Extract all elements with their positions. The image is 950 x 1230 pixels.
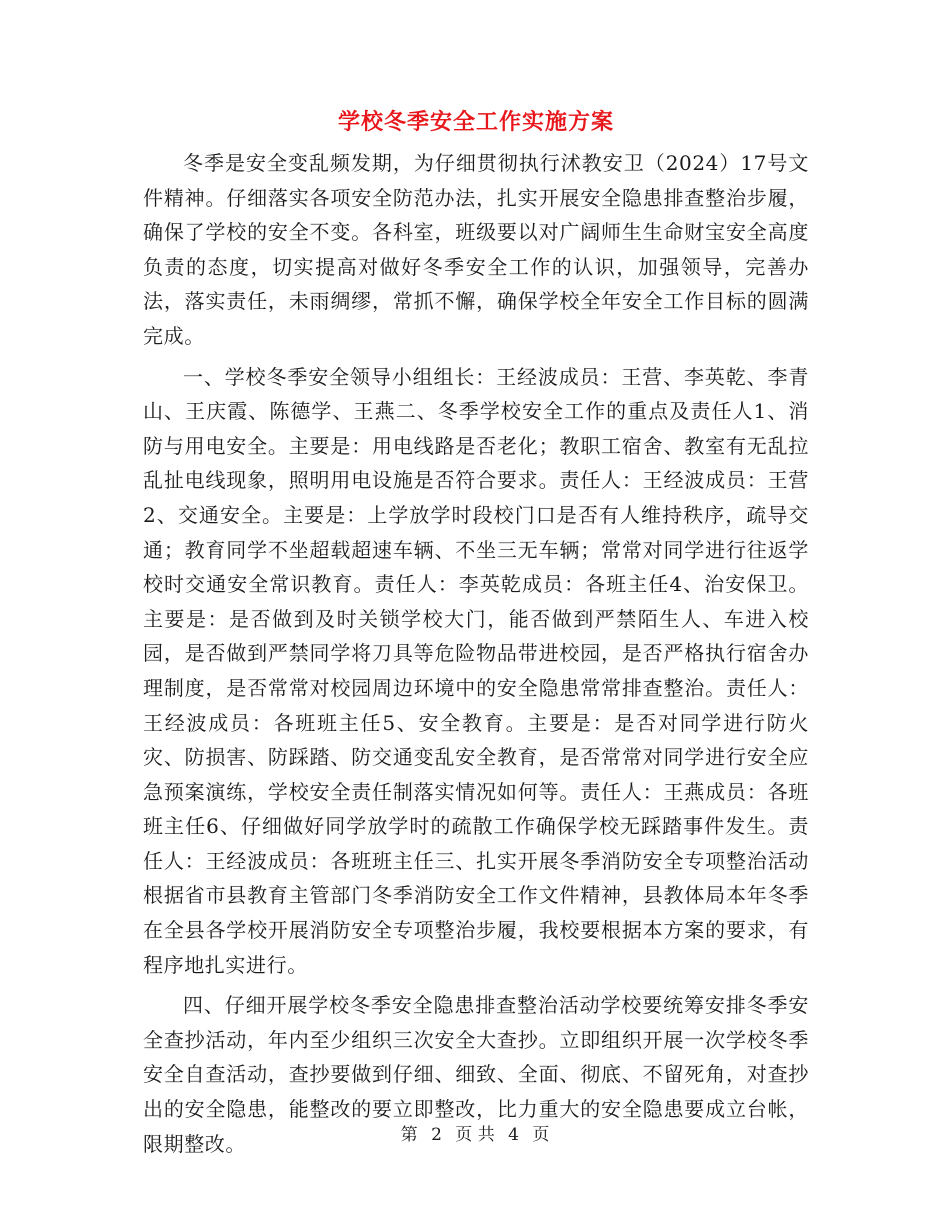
footer-current-page: 2 bbox=[431, 1125, 442, 1145]
paragraph-section-4: 四、仔细开展学校冬季安全隐患排查整治活动学校要统筹安排冬季安全查抄活动，年内至少组织三次安全大查抄。立即组织开展一次学校冬季安全自查活动，查抄要做到仔细、细致、全面、彻底、不留死角，对查抄出的安全隐患，能整改的要立即整改，比力重大的安全隐患要成立台帐，限期整改。 bbox=[143, 993, 809, 1156]
footer-total-pages: 4 bbox=[508, 1125, 519, 1145]
document-page bbox=[143, 104, 809, 1167]
paragraph-intro: 冬季是安全变乱频发期，为仔细贯彻执行沭教安卫（2024）17号文件精神。仔细落实各项安全防范办法，扎实开展安全隐患排查整治步履，确保了学校的安全不变。各科室，班级要以对广阔师生生命财宝安全高度负责的态度，切实提高对做好冬季安全工作的认识，加强领导，完善办法，落实责任，未雨绸缪，常抓不懈，确保学校全年安全工作目标的圆满完成。 bbox=[143, 151, 809, 348]
page-footer bbox=[0, 1120, 950, 1150]
footer-suffix: 页 bbox=[532, 1125, 550, 1145]
footer-prefix: 第 bbox=[400, 1125, 418, 1145]
document-title: 学校冬季安全工作实施方案 bbox=[337, 109, 614, 135]
paragraph-sections-1-3: 一、学校冬季安全领导小组组长：王经波成员：王营、李英乾、李青山、王庆霞、陈德学、王燕二、冬季学校安全工作的重点及责任人1、消防与用电安全。主要是：用电线路是否老化；教职工宿舍、教室有无乱拉乱扯电线现象，照明用电设施是否符合要求。责任人：王经波成员：王营2、交通安全。主要是：上学放学时段校门口是否有人维持秩序，疏导交通；教育同学不坐超载超速车辆、不坐三无车辆；常常对同学进行往返学校时交通安全常识教育。责任人：李英乾成员：各班主任4、治安保卫。主要是：是否做到及时关锁学校大门，能否做到严禁陌生人、车进入校园，是否做到严禁同学将刀具等危险物品带进校园，是否严格执行宿舍办理制度，是否常常对校园周边环境中的安全隐患常常排查整治。责任人：王经波成员：各班班主任5、安全教育。主要是：是否对同学进行防火灾、防损害、防踩踏、防交通变乱安全教育，是否常常对同学进行安全应急预案演练，学校安全责任制落实情况如何等。责任人：王燕成员：各班班主任6、仔细做好同学放学时的疏散工作确保学校无踩踏事件发生。责任人：王经波成员：各班班主任三、扎实开展冬季消防安全专项整治活动根据省市县教育主管部门冬季消防安全工作文件精神，县教体局本年冬季在全县各学校开展消防安全专项整治步履，我校要根据本方案的要求，有程序地扎实进行。 bbox=[143, 364, 809, 977]
footer-middle: 页 共 bbox=[455, 1125, 495, 1145]
